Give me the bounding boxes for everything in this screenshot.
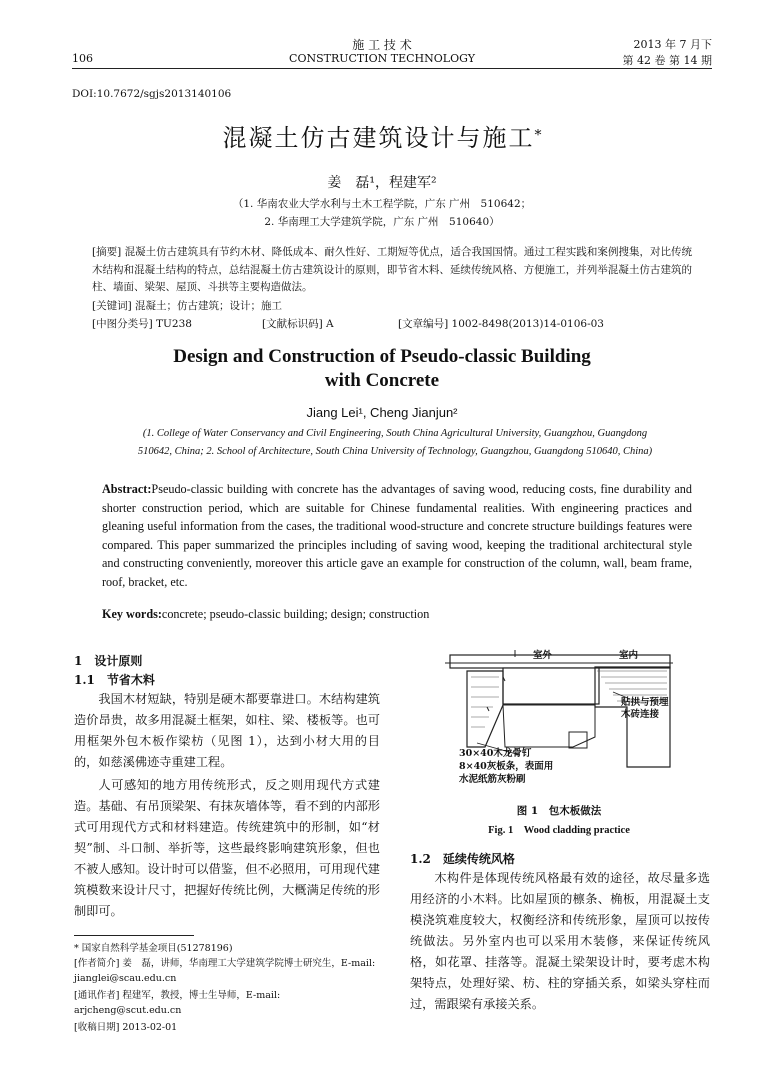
figure-label-outside: 室外: [533, 650, 553, 661]
title-cn: 混凝土仿古建筑设计与施工: [222, 124, 535, 152]
keywords-cn: [关键词] 混凝土；仿古建筑；设计；施工: [92, 300, 283, 312]
title-en-line-2: with Concrete: [324, 370, 440, 391]
keywords-en-label: Key words:: [102, 607, 162, 621]
paragraph-2: 人可感知的地方用传统形式，反之则用现代方式建造。基础、有吊顶梁架、有抹灰墙体等，看不到的内部形式可用现代方式和材料建造。传统建筑中的形制，如“材契”制、斗口制、举折等，这些最终影响建筑形象，但也不被人感知。设计时可以借鉴，但不必照用，可用现代建筑模数来设计尺寸，把握好传统比例，大概满足传统的形制即可。: [74, 778, 380, 918]
document-code: [文献标识码] A: [262, 318, 334, 330]
figure-1: [445, 647, 675, 792]
footnote-received: [收稿日期] 2013-02-01: [74, 1022, 178, 1033]
article-number: [文章编号] 1002-8498(2013)14-0106-03: [398, 318, 604, 330]
footnote-corresponding: [通讯作者] 程建军，教授，博士生导师，E-mail: arjcheng@scut.edu.cn: [74, 990, 281, 1016]
affiliation-en-2: 510642, China; 2. School of Architecture, South China University of Technology, Guangzhou, Guangdong 510640, China): [137, 446, 653, 457]
authors-en: Jiang Lei¹, Cheng Jianjun²: [306, 405, 458, 420]
abstract-en-label: Abstract:: [102, 482, 152, 496]
page-number: 106: [72, 52, 93, 65]
affiliation-en-1: (1. College of Water Conservancy and Civil Engineering, South China Agricultural University, Guangzhou, Guangdong: [142, 428, 648, 439]
abstract-en: [102, 480, 692, 591]
journal-name-cn: 施 工 技 术: [352, 38, 412, 52]
paragraph-1: 我国木材短缺，特别是硬木都要靠进口。木结构建筑造价昂贵，故多用混凝土框架，如柱、梁、楼板等。也可用框架外包木板作梁枋（见图 1），达到小材大用的目的，如慈溪佛迹寺重建工程。: [74, 692, 380, 769]
figure-label-bond: 贴拱与预埋木砖连接: [621, 697, 669, 720]
issue-volume: 第 42 卷 第 14 期: [622, 54, 712, 67]
keywords-en: [102, 605, 692, 624]
header-rule: [72, 68, 712, 69]
paragraph-3: 木构件是体现传统风格最有效的途径，故尽量多选用经济的小木料。比如屋顶的檩条、桷板，用混凝土支模浇筑难度较大，权衡经济和传统形象，屋顶可以按传统做法。另外室内也可以采用木装修，来保证传统风格，如花罩、挂落等。混凝土梁架设计时，要考虑木构架特点，处理好梁、枋、柱的穿插关系，如梁头穿柱而过，需跟梁有承接关系。: [410, 871, 710, 1011]
keywords-en-text: concrete; pseudo-classic building; design; construction: [161, 607, 430, 621]
footnote-fund: * 国家自然科学基金项目(51278196): [74, 943, 233, 954]
affiliation-cn-1: （1. 华南农业大学水利与土木工程学院，广东 广州 510642；: [232, 198, 532, 210]
section-1-1-heading: 1.1 节省木料: [74, 673, 155, 687]
figure-1-caption-en: Fig. 1 Wood cladding practice: [488, 825, 630, 836]
doi: DOI:10.7672/sgjs2013140106: [72, 88, 232, 100]
issue-date: 2013 年 7 月下: [633, 38, 712, 51]
abstract-cn: [摘要] 混凝土仿古建筑具有节约木材、降低成本、耐久性好、工期短等优点，适合我国国情。通过工程实践和案例搜集，对比传统木结构和混凝土结构的特点，总结混凝土仿古建筑设计的原则，即节省木料、延续传统风格、方便施工，并列举混凝土仿古建筑的柱、墙面、梁架、屋顶、斗拱等主要构造做法。: [92, 246, 692, 293]
figure-label-inside: 室内: [619, 650, 639, 661]
abstract-en-text: Pseudo-classic building with concrete has the advantages of saving wood, reducing costs, fine durability and shorter construction period, which are suitable for Chinese fundamental realities. With engineering practices and gleaning useful information from the cases, the traditional wood-structure and concrete structure buildings features were compared. This paper summarized the principles including of saving wood, keeping the traditional architectural style and constructing conveniently, moreover this article gave an example for construction of the column, wall, beam frame, roof, bracket, etc.: [102, 482, 692, 589]
footnote-rule: [74, 935, 194, 936]
figure-label-keel: 30×40木龙骨钉: [459, 748, 532, 759]
class-number: [中图分类号] TU238: [92, 318, 192, 330]
authors-cn: 姜 磊¹，程建军²: [327, 175, 437, 191]
title-fund-mark: *: [534, 127, 542, 144]
affiliation-cn-2: 2. 华南理工大学建筑学院，广东 广州 510640）: [264, 216, 500, 228]
section-1-2-heading: 1.2 延续传统风格: [410, 852, 515, 866]
figure-label-brush: 水泥纸筋灰粉刷: [459, 774, 526, 785]
journal-name-en: CONSTRUCTION TECHNOLOGY: [289, 52, 475, 65]
footnote-author: [作者简介] 姜 磊，讲师，华南理工大学建筑学院博士研究生，E-mail: jianglei@scau.edu.cn: [74, 958, 376, 984]
figure-1-caption-cn: 图 1 包木板做法: [516, 805, 602, 817]
title-cn-block: [0, 118, 764, 153]
figure-label-strip: 8×40灰板条，表面用: [459, 761, 554, 772]
title-en-line-1: Design and Construction of Pseudo-classic Building: [173, 346, 591, 367]
section-1-heading: 1 设计原则: [74, 654, 143, 668]
